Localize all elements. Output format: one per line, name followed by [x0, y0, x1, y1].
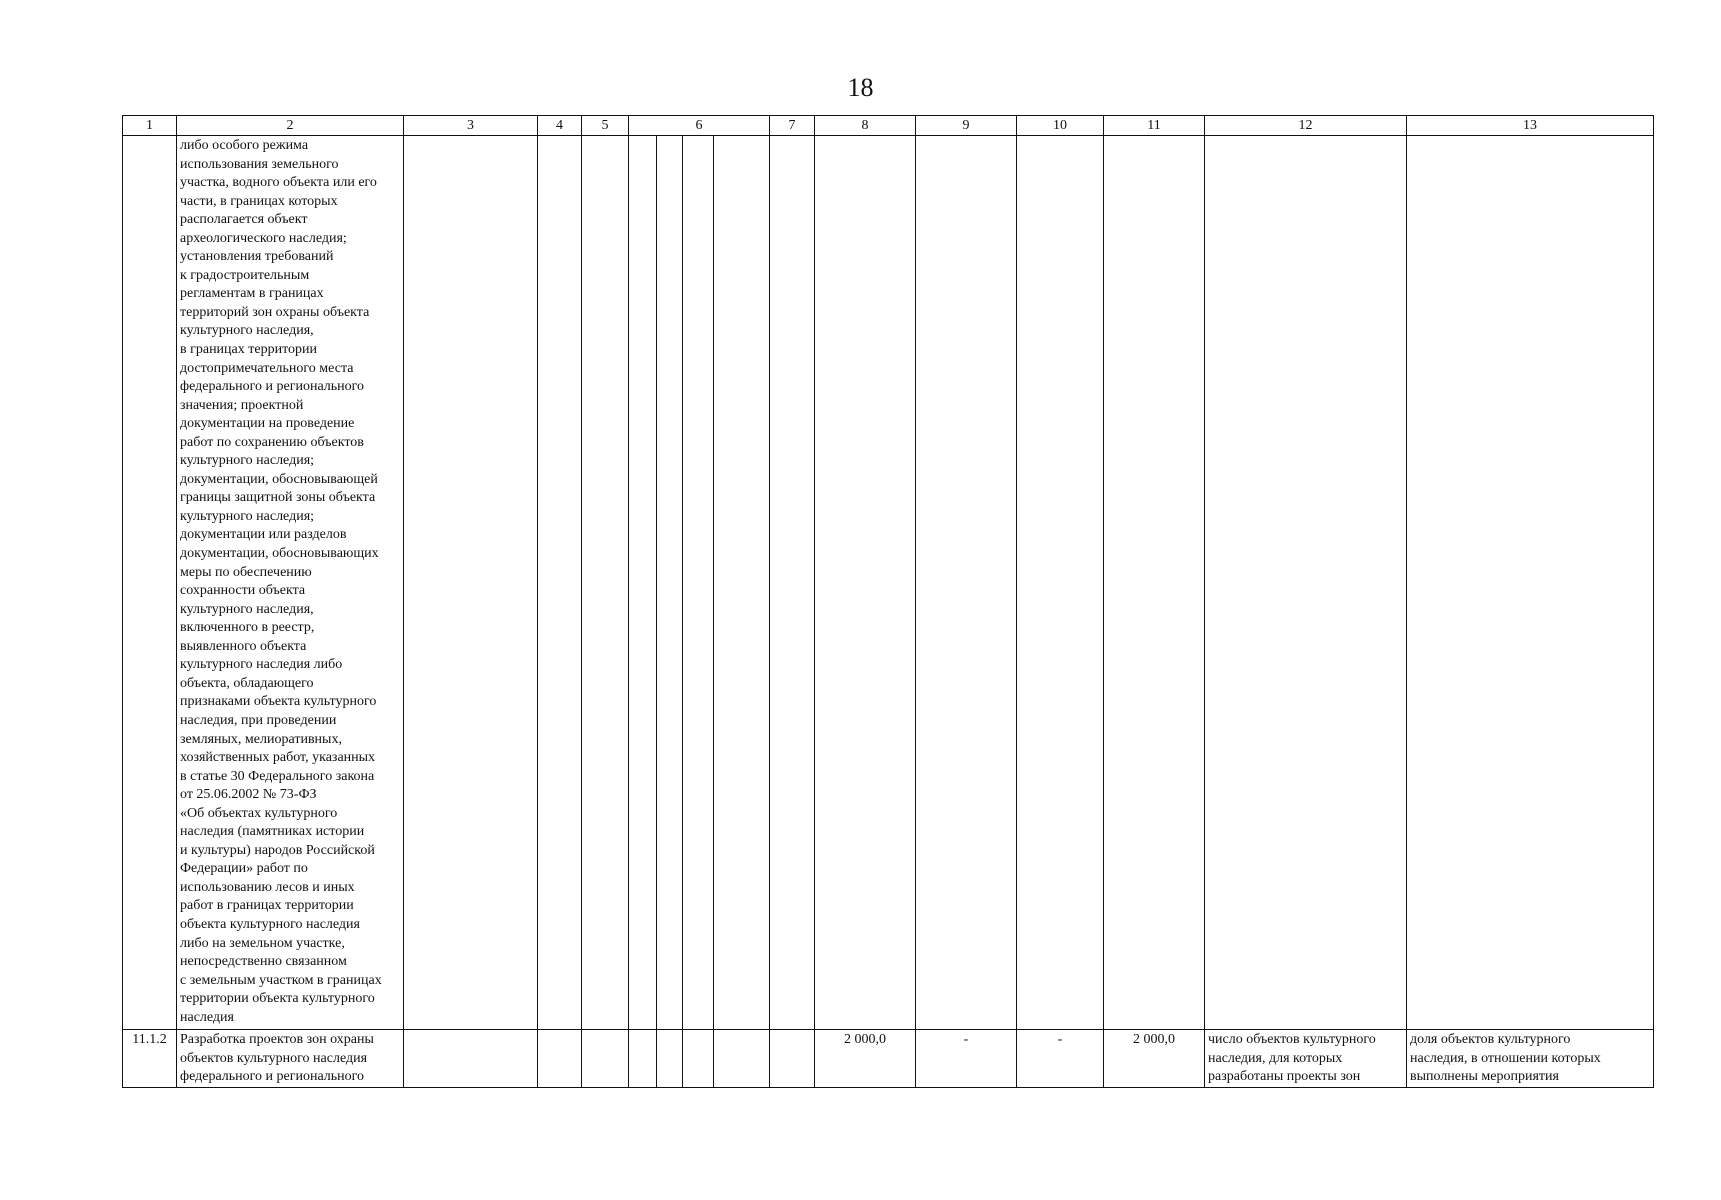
text-line: наследия (памятниках истории — [180, 824, 365, 840]
text-line: работ по сохранению объектов — [180, 434, 364, 450]
text-line: с земельным участком в границах — [180, 972, 382, 988]
text-line: достопримечательного места — [180, 360, 354, 376]
cell-col-8: 2 000,0 — [815, 1030, 916, 1088]
cell-col-2 — [177, 136, 404, 1030]
page-number: 18 — [847, 73, 874, 102]
cell-col-3 — [404, 136, 538, 1030]
text-line: документации, обосновывающих — [180, 546, 379, 562]
cell-col-11 — [1104, 136, 1205, 1030]
cell-col-6d — [714, 1030, 770, 1088]
text-line: территорий зон охраны объекта — [180, 304, 370, 320]
text-line: наследия, в отношении которых — [1410, 1050, 1601, 1066]
cell-col-6a — [629, 136, 657, 1030]
cell-col-6c — [683, 1030, 714, 1088]
cell-col-2 — [177, 1030, 404, 1088]
text-line: федерального и регионального — [180, 379, 365, 395]
text-line: доля объектов культурного — [1410, 1032, 1571, 1047]
text-line: объекта культурного наследия — [180, 916, 360, 932]
cell-col-12 — [1205, 1030, 1407, 1088]
header-cell-col-5: 5 — [582, 116, 629, 136]
text-line: культурного наследия либо — [180, 657, 343, 673]
text-line: работ в границах территории — [180, 898, 354, 914]
cell-row-id: 11.1.2 — [123, 1030, 177, 1088]
text-line: документации, обосновывающей — [180, 471, 378, 487]
text-line: «Об объектах культурного — [180, 805, 338, 821]
text-line: наследия, для которых — [1208, 1050, 1343, 1066]
text-line: культурного наследия; — [180, 453, 315, 469]
text-line: в границах территории — [180, 342, 317, 358]
text-line: федерального и регионального — [180, 1069, 365, 1085]
text-line: культурного наследия, — [180, 323, 314, 339]
text-line: сохранности объекта — [180, 583, 306, 599]
text-line: либо на земельном участке, — [180, 935, 345, 951]
cell-col-6c — [683, 136, 714, 1030]
table-row — [123, 1030, 1654, 1088]
text-line: регламентам в границах — [180, 286, 324, 302]
header-cell-col-1: 1 — [123, 116, 177, 136]
cell-text — [1208, 1031, 1403, 1087]
text-line: непосредственно связанном — [180, 954, 347, 970]
text-line: границы защитной зоны объекта — [180, 490, 376, 506]
text-line: части, в границах которых — [180, 193, 338, 209]
text-line: документации или разделов — [180, 527, 347, 543]
text-line: использованию лесов и иных — [180, 879, 355, 895]
header-cell-col-13: 13 — [1407, 116, 1654, 136]
text-line: признаками объекта культурного — [180, 694, 377, 710]
cell-col-5 — [582, 1030, 629, 1088]
header-cell-col-4: 4 — [538, 116, 582, 136]
cell-col-6d — [714, 136, 770, 1030]
cell-text — [180, 1031, 400, 1087]
text-line: хозяйственных работ, указанных — [180, 750, 376, 766]
cell-col-7 — [770, 1030, 815, 1088]
cell-col-7 — [770, 136, 815, 1030]
text-line: и культуры) народов Российской — [180, 842, 375, 858]
header-cell-col-9: 9 — [916, 116, 1017, 136]
cell-col-4 — [538, 1030, 582, 1088]
text-line: разработаны проекты зон — [1208, 1069, 1361, 1085]
text-line: от 25.06.2002 № 73-ФЗ — [180, 787, 317, 803]
cell-col-6b — [657, 1030, 683, 1088]
text-line: объектов культурного наследия — [180, 1050, 368, 1066]
text-line: объекта, обладающего — [180, 675, 314, 691]
cell-col-1 — [123, 136, 177, 1030]
cell-col-12 — [1205, 136, 1407, 1030]
text-line: число объектов культурного — [1208, 1032, 1376, 1047]
text-line: использования земельного — [180, 156, 339, 172]
text-line: документации на проведение — [180, 416, 355, 432]
cell-col-9 — [916, 136, 1017, 1030]
text-line: Федерации» работ по — [180, 861, 308, 877]
text-line: установления требований — [180, 249, 334, 265]
cell-text — [180, 137, 400, 1027]
text-line: включенного в реестр, — [180, 620, 315, 636]
header-cell-col-10: 10 — [1017, 116, 1104, 136]
cell-col-6a — [629, 1030, 657, 1088]
text-line: значения; проектной — [180, 397, 304, 413]
header-cell-col-2: 2 — [177, 116, 404, 136]
header-cell-col-7: 7 — [770, 116, 815, 136]
header-cell-col-12: 12 — [1205, 116, 1407, 136]
text-line: наследия — [180, 1009, 234, 1025]
text-line: выполнены мероприятия — [1410, 1069, 1559, 1085]
header-cell-col-11: 11 — [1104, 116, 1205, 136]
text-line: в статье 30 Федерального закона — [180, 768, 375, 784]
cell-col-4 — [538, 136, 582, 1030]
header-cell-col-6: 6 — [629, 116, 770, 136]
cell-col-5 — [582, 136, 629, 1030]
text-line: культурного наследия; — [180, 508, 315, 524]
text-line: Разработка проектов зон охраны — [180, 1032, 374, 1047]
text-line: наследия, при проведении — [180, 712, 337, 728]
cell-col-8 — [815, 136, 916, 1030]
cell-col-6b — [657, 136, 683, 1030]
text-line: либо особого режима — [180, 138, 309, 153]
header-row — [123, 116, 1654, 136]
text-line: меры по обеспечению — [180, 564, 312, 580]
text-line: земляных, мелиоративных, — [180, 731, 342, 747]
cell-col-10 — [1017, 136, 1104, 1030]
text-line: археологического наследия; — [180, 230, 347, 246]
header-cell-col-3: 3 — [404, 116, 538, 136]
cell-col-9: - — [916, 1030, 1017, 1088]
text-line: к градостроительным — [180, 267, 310, 283]
cell-col-13 — [1407, 136, 1654, 1030]
cell-text — [1410, 1031, 1650, 1087]
text-line: участка, водного объекта или его — [180, 175, 377, 191]
cell-col-11: 2 000,0 — [1104, 1030, 1205, 1088]
text-line: располагается объект — [180, 212, 308, 228]
cell-col-3 — [404, 1030, 538, 1088]
table-row — [123, 136, 1654, 1030]
cell-col-13 — [1407, 1030, 1654, 1088]
header-cell-col-8: 8 — [815, 116, 916, 136]
text-line: территории объекта культурного — [180, 991, 375, 1007]
text-line: культурного наследия, — [180, 601, 314, 617]
cell-col-10: - — [1017, 1030, 1104, 1088]
text-line: выявленного объекта — [180, 638, 307, 654]
data-table — [122, 115, 1654, 1088]
